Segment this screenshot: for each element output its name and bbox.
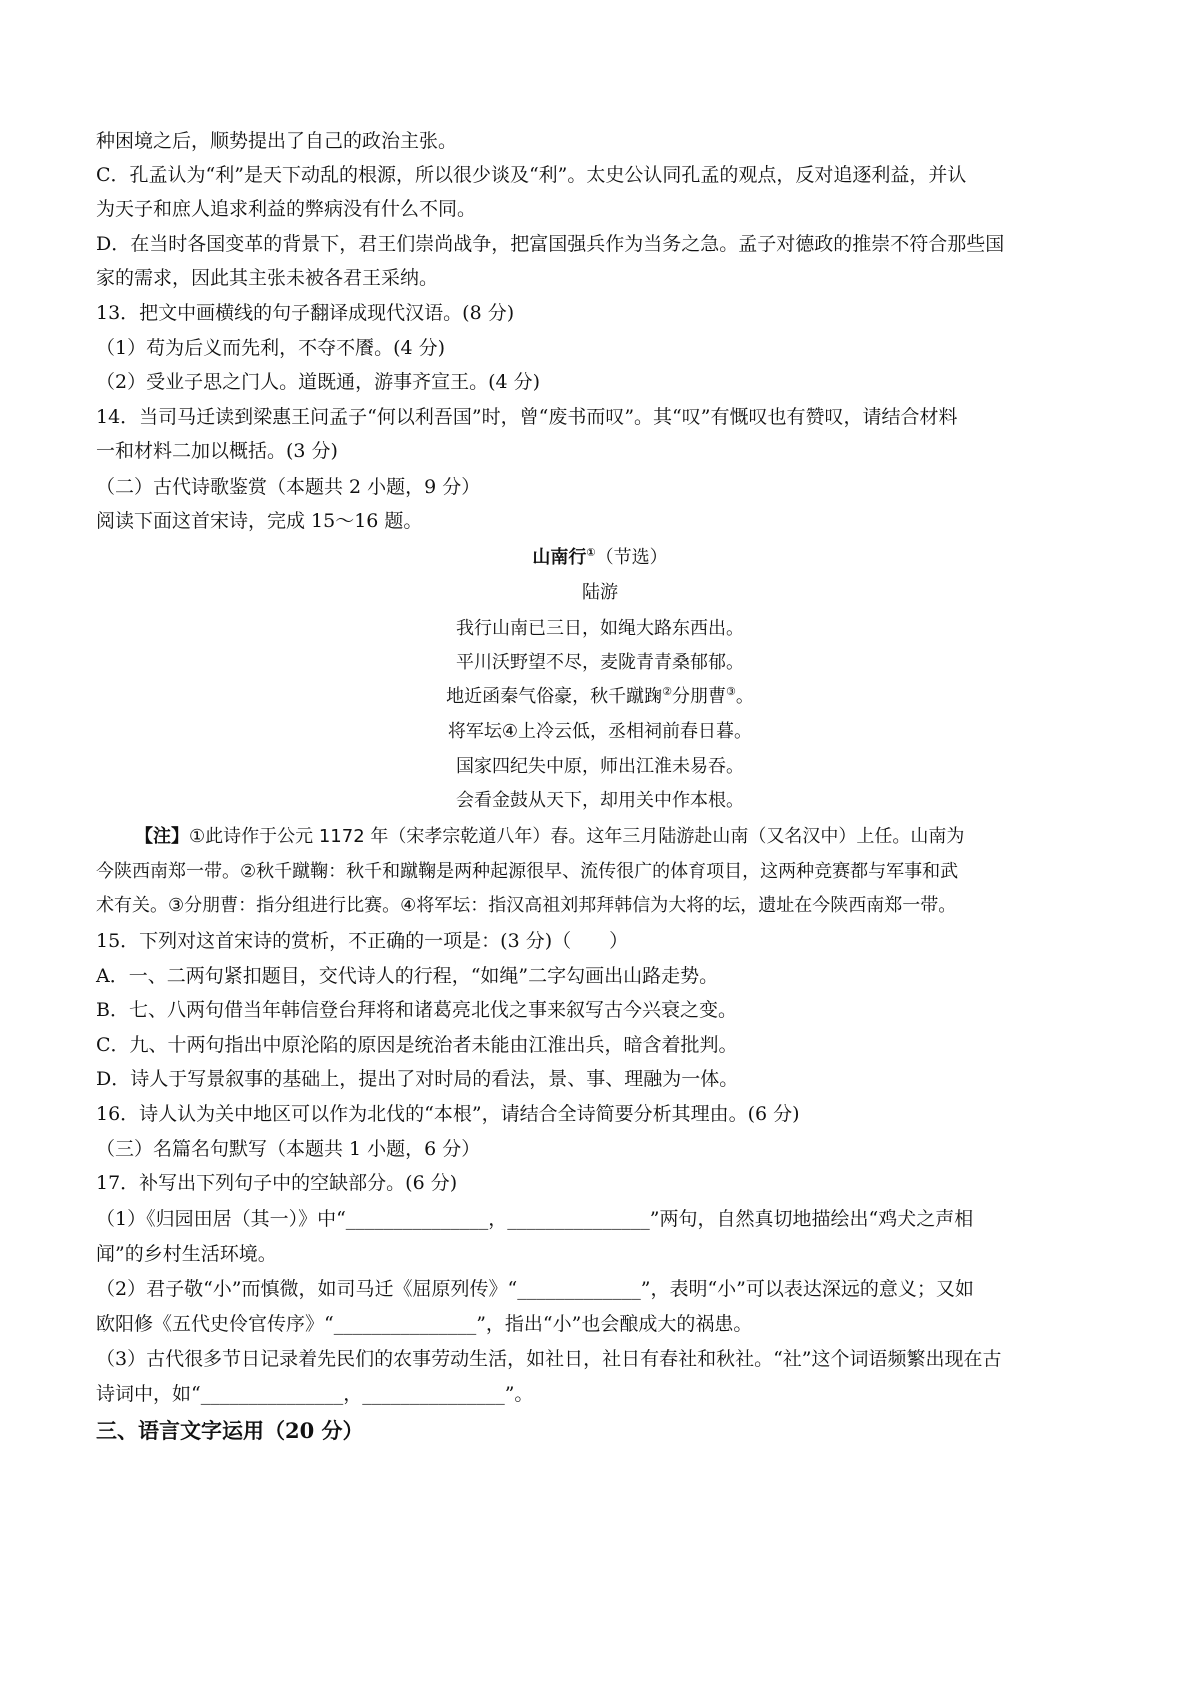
- option-b: B．七、八两句借当年韩信登台拜将和诸葛亮北伐之事来叙写古今兴衰之变。: [96, 999, 737, 1021]
- poem-line: 我行山南已三日，如绳大路东西出。: [456, 618, 744, 639]
- text-line: 为天子和庶人追求利益的弊病没有什么不同。: [96, 198, 477, 220]
- option-d: D．在当时各国变革的背景下，君王们崇尚战争，把富国强兵作为当务之急。孟子对德政的推崇不符合那些国: [96, 233, 1005, 255]
- option-c: C．孔孟认为“利”是天下动乱的根源，所以很少谈及“利”。太史公认同孔孟的观点，反对追逐利益，并认: [96, 164, 967, 186]
- text-line: 诗词中，如“_______________，_______________”。: [96, 1383, 534, 1405]
- text-line: 种困境之后，顺势提出了自己的政治主张。: [96, 130, 458, 152]
- option-d: D．诗人于写景叙事的基础上，提出了对时局的看法，景、事、理融为一体。: [96, 1068, 739, 1090]
- poem-line: 地近函秦气俗豪，秋千蹴踘②分朋曹③。: [446, 685, 754, 707]
- poem-line: 平川沃野望不尽，麦陇青青桑郁郁。: [456, 652, 744, 673]
- text-line: 一和材料二加以概括。(3 分): [96, 440, 338, 462]
- poem-line: 会看金鼓从天下，却用关中作本根。: [456, 790, 744, 811]
- instruction: 阅读下面这首宋诗，完成 15～16 题。: [96, 510, 423, 532]
- section-heading: （二）古代诗歌鉴赏（本题共 2 小题，9 分）: [96, 476, 481, 498]
- question-17-3: （3）古代很多节日记录着先民们的农事劳动生活，如社日，社日有春社和秋社。“社”这个词语频繁出现在古: [96, 1348, 1002, 1370]
- question-17-2: （2）君子敬“小”而慎微，如司马迁《屈原列传》“_____________”，表明“小”可以表达深远的意义；又如: [96, 1278, 974, 1300]
- poem-note: 【注】①此诗作于公元 1172 年（宋孝宗乾道八年）春。这年三月陆游赴山南（又名汉中）上任。山南为: [135, 826, 965, 847]
- question-16: 16．诗人认为关中地区可以作为北伐的“本根”，请结合全诗简要分析其理由。(6 分): [96, 1103, 800, 1125]
- text-line: 家的需求，因此其主张未被各君王采纳。: [96, 267, 439, 289]
- option-a: A．一、二两句紧扣题目，交代诗人的行程，“如绳”二字勾画出山路走势。: [96, 965, 719, 987]
- text-line: 闻”的乡村生活环境。: [96, 1243, 277, 1265]
- text-line: 欧阳修《五代史伶官传序》“_______________”，指出“小”也会酿成大的祸患。: [96, 1313, 753, 1335]
- poem-line: 将军坛④上冷云低，丞相祠前春日暮。: [447, 721, 753, 742]
- question-13-2: （2）受业子思之门人。道既通，游事齐宣王。(4 分): [96, 371, 541, 393]
- poem-title: 山南行①（节选）: [532, 546, 668, 568]
- question-13: 13．把文中画横线的句子翻译成现代汉语。(8 分): [96, 302, 515, 324]
- question-15: 15．下列对这首宋诗的赏析，不正确的一项是：(3 分)（ ）: [96, 930, 629, 952]
- question-13-1: （1）苟为后义而先利，不夺不餍。(4 分): [96, 337, 446, 359]
- poem-author: 陆游: [582, 582, 618, 603]
- question-14: 14．当司马迁读到梁惠王问孟子“何以利吾国”时，曾“废书而叹”。其“叹”有慨叹也有赞叹，请结合材料: [96, 406, 958, 428]
- question-17-1: （1）《归园田居（其一）》中“_______________，_______________”两句，自然真切地描绘出“鸡犬之声相: [96, 1208, 974, 1230]
- option-c: C．九、十两句指出中原沦陷的原因是统治者未能由江淮出兵，暗含着批判。: [96, 1034, 738, 1056]
- poem-note: 术有关。③分朋曹：指分组进行比赛。④将军坛：指汉高祖刘邦拜韩信为大将的坛，遗址在今陕西南郑一带。: [96, 895, 957, 916]
- section-heading: （三）名篇名句默写（本题共 1 小题，6 分）: [96, 1138, 481, 1160]
- poem-note: 今陕西南郑一带。②秋千蹴鞠：秋千和蹴鞠是两种起源很早、流传很广的体育项目，这两种竞赛都与军事和武: [96, 861, 959, 882]
- poem-line: 国家四纪失中原，师出江淮未易吞。: [456, 756, 744, 777]
- section-three-heading: 三、语言文字运用（20 分）: [96, 1418, 364, 1443]
- question-17: 17．补写出下列句子中的空缺部分。(6 分): [96, 1172, 458, 1194]
